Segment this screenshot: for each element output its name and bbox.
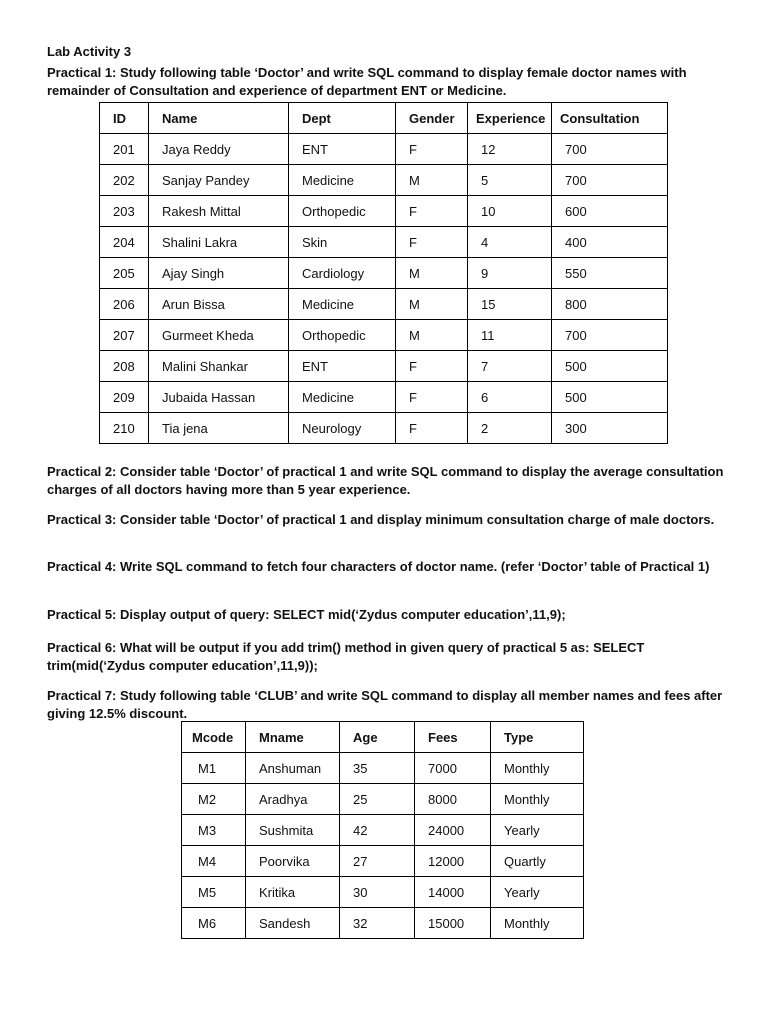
doctor-table-row bbox=[100, 289, 668, 320]
cell-gender: F bbox=[396, 134, 468, 165]
column-header-gender: Gender bbox=[396, 103, 468, 134]
practical-6-text: Practical 6: What will be output if you add trim() method in given query of practical 5 as: SELECT trim(mid(‘Zydus computer education’,11,9)); bbox=[47, 640, 645, 673]
column-header-experience: Experience bbox=[468, 103, 552, 134]
cell-id: 210 bbox=[100, 413, 149, 444]
cell-dept: Orthopedic bbox=[289, 320, 396, 351]
cell-fees: 15000 bbox=[415, 908, 491, 939]
doctor-table-row bbox=[100, 258, 668, 289]
cell-experience: 7 bbox=[468, 351, 552, 382]
cell-experience: 9 bbox=[468, 258, 552, 289]
column-header-name: Name bbox=[149, 103, 289, 134]
cell-mname: Kritika bbox=[246, 877, 340, 908]
doctor-table-row bbox=[100, 351, 668, 382]
cell-dept: Medicine bbox=[289, 165, 396, 196]
cell-mcode: M2 bbox=[182, 784, 246, 815]
cell-name: Sanjay Pandey bbox=[149, 165, 289, 196]
cell-age: 25 bbox=[340, 784, 415, 815]
cell-mcode: M5 bbox=[182, 877, 246, 908]
practical-2-text: Practical 2: Consider table ‘Doctor’ of practical 1 and write SQL command to display the average consultation charges of all doctors having more than 5 year experience. bbox=[47, 464, 724, 497]
cell-age: 35 bbox=[340, 753, 415, 784]
cell-mname: Sushmita bbox=[246, 815, 340, 846]
cell-gender: F bbox=[396, 351, 468, 382]
cell-gender: F bbox=[396, 413, 468, 444]
cell-mname: Poorvika bbox=[246, 846, 340, 877]
cell-consultation: 700 bbox=[552, 134, 668, 165]
cell-experience: 2 bbox=[468, 413, 552, 444]
cell-age: 42 bbox=[340, 815, 415, 846]
cell-gender: M bbox=[396, 320, 468, 351]
cell-fees: 14000 bbox=[415, 877, 491, 908]
cell-consultation: 800 bbox=[552, 289, 668, 320]
cell-id: 206 bbox=[100, 289, 149, 320]
doctor-table-row bbox=[100, 320, 668, 351]
cell-mcode: M3 bbox=[182, 815, 246, 846]
cell-consultation: 500 bbox=[552, 382, 668, 413]
cell-name: Malini Shankar bbox=[149, 351, 289, 382]
column-header-id: ID bbox=[100, 103, 149, 134]
cell-mcode: M4 bbox=[182, 846, 246, 877]
cell-fees: 12000 bbox=[415, 846, 491, 877]
cell-id: 204 bbox=[100, 227, 149, 258]
cell-age: 30 bbox=[340, 877, 415, 908]
page-title: Lab Activity 3 bbox=[47, 44, 132, 59]
doctor-table-row bbox=[100, 382, 668, 413]
cell-mcode: M1 bbox=[182, 753, 246, 784]
club-table-row bbox=[182, 846, 584, 877]
doctor-table bbox=[99, 102, 668, 444]
practical-3-text: Practical 3: Consider table ‘Doctor’ of practical 1 and display minimum consultation charge of male doctors. bbox=[47, 512, 715, 527]
doctor-table-row bbox=[100, 196, 668, 227]
cell-dept: Cardiology bbox=[289, 258, 396, 289]
cell-name: Arun Bissa bbox=[149, 289, 289, 320]
cell-id: 208 bbox=[100, 351, 149, 382]
cell-type: Monthly bbox=[491, 908, 584, 939]
column-header-dept: Dept bbox=[289, 103, 396, 134]
cell-consultation: 400 bbox=[552, 227, 668, 258]
practical-1-text: Practical 1: Study following table ‘Doctor’ and write SQL command to display female doctor names with remainder of Consultation and experience of department ENT or Medicine. bbox=[47, 65, 687, 98]
cell-dept: ENT bbox=[289, 351, 396, 382]
cell-type: Monthly bbox=[491, 784, 584, 815]
club-table-row bbox=[182, 784, 584, 815]
cell-mname: Aradhya bbox=[246, 784, 340, 815]
club-table-row bbox=[182, 753, 584, 784]
doctor-table-row bbox=[100, 165, 668, 196]
cell-consultation: 600 bbox=[552, 196, 668, 227]
doctor-table-row bbox=[100, 134, 668, 165]
cell-gender: F bbox=[396, 382, 468, 413]
cell-dept: Medicine bbox=[289, 289, 396, 320]
cell-type: Yearly bbox=[491, 815, 584, 846]
club-table-header bbox=[182, 722, 584, 753]
cell-fees: 8000 bbox=[415, 784, 491, 815]
cell-dept: Medicine bbox=[289, 382, 396, 413]
cell-name: Tia jena bbox=[149, 413, 289, 444]
cell-name: Shalini Lakra bbox=[149, 227, 289, 258]
cell-gender: M bbox=[396, 258, 468, 289]
cell-mname: Sandesh bbox=[246, 908, 340, 939]
cell-type: Monthly bbox=[491, 753, 584, 784]
cell-id: 205 bbox=[100, 258, 149, 289]
cell-gender: M bbox=[396, 289, 468, 320]
cell-mcode: M6 bbox=[182, 908, 246, 939]
cell-type: Quartly bbox=[491, 846, 584, 877]
cell-experience: 4 bbox=[468, 227, 552, 258]
cell-name: Jaya Reddy bbox=[149, 134, 289, 165]
cell-age: 32 bbox=[340, 908, 415, 939]
column-header-type: Type bbox=[491, 722, 584, 753]
column-header-mcode: Mcode bbox=[182, 722, 246, 753]
cell-consultation: 550 bbox=[552, 258, 668, 289]
club-table-row bbox=[182, 815, 584, 846]
cell-consultation: 500 bbox=[552, 351, 668, 382]
cell-gender: M bbox=[396, 165, 468, 196]
cell-consultation: 700 bbox=[552, 320, 668, 351]
cell-name: Jubaida Hassan bbox=[149, 382, 289, 413]
column-header-fees: Fees bbox=[415, 722, 491, 753]
cell-fees: 7000 bbox=[415, 753, 491, 784]
cell-consultation: 700 bbox=[552, 165, 668, 196]
doctor-table-row bbox=[100, 227, 668, 258]
cell-dept: Orthopedic bbox=[289, 196, 396, 227]
cell-id: 209 bbox=[100, 382, 149, 413]
practical-7-text: Practical 7: Study following table ‘CLUB’ and write SQL command to display all member names and fees after giving 12.5% discount. bbox=[47, 688, 723, 721]
practical-4-text: Practical 4: Write SQL command to fetch four characters of doctor name. (refer ‘Doctor’ table of Practical 1) bbox=[47, 559, 710, 574]
cell-age: 27 bbox=[340, 846, 415, 877]
club-table-row bbox=[182, 908, 584, 939]
cell-id: 203 bbox=[100, 196, 149, 227]
column-header-consultation: Consultation bbox=[552, 103, 668, 134]
doctor-table-header bbox=[100, 103, 668, 134]
cell-gender: F bbox=[396, 227, 468, 258]
cell-dept: ENT bbox=[289, 134, 396, 165]
cell-experience: 15 bbox=[468, 289, 552, 320]
cell-name: Rakesh Mittal bbox=[149, 196, 289, 227]
cell-dept: Skin bbox=[289, 227, 396, 258]
club-table-row bbox=[182, 877, 584, 908]
column-header-mname: Mname bbox=[246, 722, 340, 753]
cell-id: 202 bbox=[100, 165, 149, 196]
cell-consultation: 300 bbox=[552, 413, 668, 444]
cell-experience: 11 bbox=[468, 320, 552, 351]
cell-id: 207 bbox=[100, 320, 149, 351]
cell-gender: F bbox=[396, 196, 468, 227]
cell-id: 201 bbox=[100, 134, 149, 165]
cell-experience: 6 bbox=[468, 382, 552, 413]
cell-dept: Neurology bbox=[289, 413, 396, 444]
cell-name: Ajay Singh bbox=[149, 258, 289, 289]
cell-type: Yearly bbox=[491, 877, 584, 908]
cell-experience: 10 bbox=[468, 196, 552, 227]
cell-mname: Anshuman bbox=[246, 753, 340, 784]
column-header-age: Age bbox=[340, 722, 415, 753]
cell-experience: 5 bbox=[468, 165, 552, 196]
club-table bbox=[181, 721, 584, 939]
doctor-table-row bbox=[100, 413, 668, 444]
practical-5-text: Practical 5: Display output of query: SELECT mid(‘Zydus computer education’,11,9); bbox=[47, 607, 566, 622]
cell-fees: 24000 bbox=[415, 815, 491, 846]
cell-experience: 12 bbox=[468, 134, 552, 165]
cell-name: Gurmeet Kheda bbox=[149, 320, 289, 351]
